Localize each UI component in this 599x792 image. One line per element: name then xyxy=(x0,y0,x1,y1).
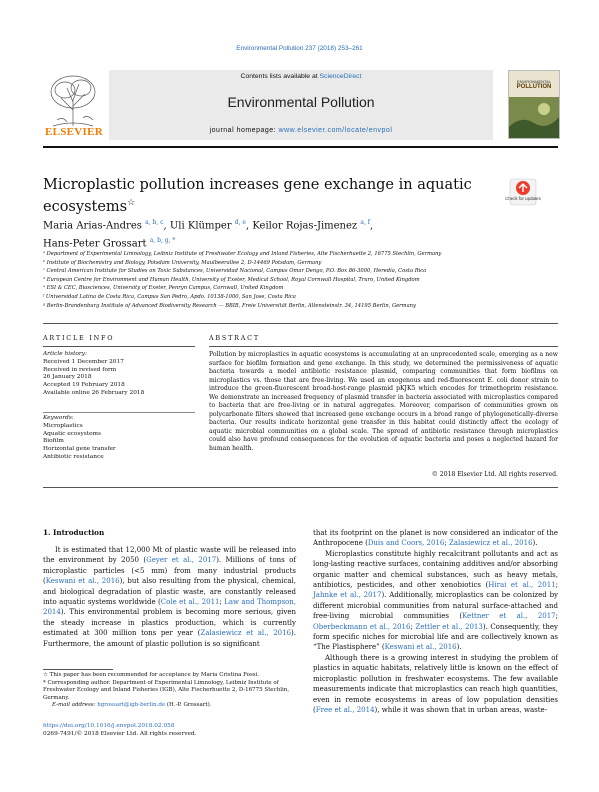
author-affil-refs[interactable]: a, b, g, * xyxy=(149,237,176,245)
intro-paragraph: It is estimated that 12,000 Mt of plastic waste will be released into the environment by 2050 (Geyer et al., 2017). Millions of tons of microplastic particles (<5 mm) from many industrial products (Keswani et al., 2016), but also resulting from the physical, chemical, and biological degradation of plastic waste, are constantly released into aquatic systems worldwide (Cole et al., 2011; Law and Thompson, 2014). This environmental problem is becoming more serious, given the steady increase in plastics production, which is currently estimated at 300 million tons per year (Zalasiewicz et al., 2016). Furthermore, the amount of plastic pollution is so significant xyxy=(43,546,297,648)
citation-link[interactable]: Kettner et al., 2017 xyxy=(462,612,556,621)
journal-title: Environmental Pollution xyxy=(227,94,375,110)
article-info-heading: ARTICLE INFO xyxy=(43,334,115,342)
keywords-label: Keywords: xyxy=(43,415,74,421)
article-history xyxy=(43,351,195,398)
homepage-link[interactable]: www.elsevier.com/locate/envpol xyxy=(278,127,393,134)
issn-line: 0269-7491/© 2018 Elsevier Ltd. All rights reserved. xyxy=(43,731,197,737)
citation-link[interactable]: Jahnke et al., 2017 xyxy=(313,591,382,600)
journal-homepage: journal homepage: www.elsevier.com/locate/envpol xyxy=(209,127,393,134)
footnotes xyxy=(43,672,296,710)
abstract-copyright: © 2018 Elsevier Ltd. All rights reserved. xyxy=(431,471,558,478)
author-affil-refs[interactable]: a, f xyxy=(360,219,370,226)
author-affil-refs[interactable]: d, e xyxy=(234,219,246,226)
journal-citation[interactable]: Environmental Pollution 237 (2018) 253–261 xyxy=(236,45,363,52)
citation-link[interactable]: Law and Thompson, 2014 xyxy=(43,598,296,617)
intro-paragraph: Microplastics constitute highly recalcitrant pollutants and act as long-lasting reactive surfaces, containing additives and/or absorbing organic matter and chemical substances, such as heavy metals, antibiotics, pesticides, and other xenobiotics (Hirai et al., 2011; Jahnke et al., 2017). Additionally, microplastics can be colonized by different microbial communities from natural surface-attached and free-living microbial communities (Kettner et al., 2017; Oberbeckmann et al., 2016; Zettler et al., 2013). Consequently, they form specific niches for microbial life and are collectively known as “The Plastisphere” (Keswani et al., 2016). xyxy=(313,549,558,652)
abstract-rule xyxy=(209,346,558,347)
intro-paragraph: Although there is a growing interest in studying the problem of plastics in aquatic habitats, relatively little is known on the effect of microplastic pollution in freshwater ecosystems. The few available measurements indicate that microplastics can reach high quantities, even in remote ecosystems in areas of low population densities (Free et al., 2014), while it was shown that in urban areas, waste- xyxy=(313,653,558,714)
article-info-rule xyxy=(43,346,195,347)
abstract-end-rule xyxy=(43,487,558,488)
author-name[interactable]: Maria Arias-Andres xyxy=(43,220,142,232)
email-link[interactable]: hgrossart@igb-berlin.de xyxy=(97,702,166,709)
crossmark-icon[interactable] xyxy=(509,178,537,206)
history-label: Article history: xyxy=(43,351,87,357)
citation-link[interactable]: Cole et al., 2011 xyxy=(160,598,220,607)
abstract-heading: ABSTRACT xyxy=(209,334,260,342)
citation-link[interactable]: Keswani et al., 2016 xyxy=(45,577,120,586)
affiliations xyxy=(43,250,558,310)
keywords-rule xyxy=(43,412,195,413)
affiliation: ᵉ ESI & CEC, Biosciences, University of Exeter, Penryn Campus, Cornwall, United Kingdom xyxy=(43,285,284,292)
doi-block xyxy=(43,722,296,738)
citation-link[interactable]: Duis and Coors, 2016 xyxy=(367,539,445,548)
author-name[interactable]: Hans-Peter Grossart xyxy=(43,238,147,250)
author-name[interactable]: Keilor Rojas-Jimenez xyxy=(252,220,358,232)
affiliation: ᵈ European Centre for Environment and Human Health, University of Exeter, Medical School, Royal Cornwall Hospital, Truro, United Kingdom xyxy=(43,276,420,283)
citation-link[interactable]: Free et al., 2014 xyxy=(315,705,375,714)
title-footnote-mark[interactable]: ☆ xyxy=(127,198,136,208)
citation-link[interactable]: Hirai et al., 2011 xyxy=(488,581,556,590)
crossmark-label: Check for updates xyxy=(505,196,541,201)
citation-link[interactable]: Geyer et al., 2017 xyxy=(146,556,217,565)
header-rule xyxy=(43,146,558,148)
contents-line: Contents lists available at ScienceDirect xyxy=(240,73,362,80)
intro-paragraph: that its footprint on the planet is now considered an indicator of the Anthropocene (Duis and Coors, 2016; Zalasiewicz et al., 2016). xyxy=(313,529,558,548)
footnote: * Corresponding author. Department of Experimental Limnology, Leibniz Institute of Freshwater Ecology and Inland Fisheries (IGB), Alte Fischerhuette 2, D-16775 Stechlin, Germany. xyxy=(43,679,290,701)
keyword: Microplastics xyxy=(43,422,83,429)
history-item: Accepted 19 February 2018 xyxy=(43,382,125,389)
email-suffix: (H.-P. Grossart). xyxy=(166,702,212,709)
author-affil-refs[interactable]: a, b, c xyxy=(145,219,164,226)
citation-link[interactable]: Keswani et al., 2016 xyxy=(384,643,457,652)
email-label: E-mail address: xyxy=(52,702,96,709)
footnote-rule xyxy=(43,669,113,670)
affiliation: ᶠ Universidad Latina de Costa Rica, Campus San Pedro, Apdo. 10138-1000, San Jose, Costa Rica xyxy=(43,293,296,300)
cover-line-2: POLLUTION xyxy=(516,84,552,90)
history-item: Received in revised form xyxy=(43,366,117,373)
email-line xyxy=(43,702,296,710)
keyword: Aquatic ecosystems xyxy=(43,430,101,437)
journal-cover-thumbnail[interactable] xyxy=(508,70,560,139)
citation-link[interactable]: Zalasiewicz et al., 2016 xyxy=(200,629,292,638)
history-item: Received 1 December 2017 xyxy=(43,358,124,365)
history-item: Available online 26 February 2018 xyxy=(43,389,145,396)
affiliation: ᶜ Central American Institute for Studies on Toxic Substances, Universidad Nacional, Campus Omar Dengo, P.O. Box 86-3000, Heredia, Costa Rica xyxy=(43,268,427,275)
keyword: Horizontal gene transfer xyxy=(43,446,116,453)
cover-image xyxy=(509,97,559,138)
sciencedirect-link[interactable]: ScienceDirect xyxy=(319,73,362,80)
citation-link[interactable]: Zettler et al., 2013 xyxy=(415,622,483,631)
history-item: 26 January 2018 xyxy=(43,374,92,381)
intro-left-column xyxy=(43,545,296,649)
cover-line-1: ENVIRONMENTAL xyxy=(516,79,552,84)
intro-right-column xyxy=(313,528,558,715)
section-rule xyxy=(43,323,558,324)
author-list: Maria Arias-Andres $^{a, b, c}$, Uli Klümper $^{d, e}$, Keilor Rojas-Jimenez $^{a, f}$, Hans-Peter Grossart $^{a, b, g, *}$ xyxy=(43,219,374,250)
doi-link[interactable]: https://doi.org/10.1016/j.envpol.2018.02.058 xyxy=(43,723,175,729)
abstract-text: Pollution by microplastics in aquatic ecosystems is accumulating at an unprecedented scale, emerging as a new surface for biofilm formation and gene exchange. In this study, we determined the permissiveness of aquatic bacteria towards a model antibiotic resistance plasmid, comparing communities that form biofilms on microplastics vs. those that are free-living. We used an exogenous and red-fluorescent E. coli donor strain to introduce the green-fluorescent broad-host-range plasmid pKJK5 which encodes for trimethoprim resistance. We demonstrate an increased frequency of plasmid transfer in bacteria associated with microplastics compared to bacteria that are free-living or in natural aggregates. Moreover, comparison of communities grown on polycarbonate filters showed that increased gene exchange occurs in a broad range of phylogenetically-diverse bacteria. Our results indicate horizontal gene transfer in this habitat could distinctly affect the ecology of aquatic microbial communities on a global scale. The spread of antibiotic resistance through microplastics could also have profound consequences for the evolution of aquatic bacteria and poses a neglected hazard for human health. xyxy=(209,351,558,452)
footnote: ☆ This paper has been recommended for acceptance by Maria Cristina Fossi. xyxy=(43,672,260,678)
citation-link[interactable]: Zalasiewicz et al., 2016 xyxy=(448,539,533,548)
keyword: Antibiotic resistance xyxy=(43,453,104,460)
article-title: Microplastic pollution increases gene exchange in aquatic ecosystems☆ xyxy=(43,177,472,215)
intro-heading: 1. Introduction xyxy=(43,528,105,537)
affiliation: ᵇ Institute of Biochemistry and Biology, Potsdam University, Maulbeerallee 2, D-14469 Potsdam, Germany xyxy=(43,259,322,266)
affiliation: ᵍ Berlin-Brandenburg Institute of Advanced Biodiversity Research — BBIB, Freie Universität Berlin, Altensteinstr. 34, 14195 Berlin, Germany xyxy=(43,302,416,309)
affiliation: ᵃ Department of Experimental Limnology, Leibniz Institute of Freshwater Ecology and Inland Fisheries, Alte Fischerhuette 2, 16775 Stechlin, Germany xyxy=(43,251,442,257)
publisher-name: ELSEVIER xyxy=(44,126,104,138)
keywords xyxy=(43,415,195,462)
citation-link[interactable]: Oberbeckmann et al., 2016 xyxy=(313,622,411,631)
author-name[interactable]: Uli Klümper xyxy=(169,220,232,232)
keyword: Biofilm xyxy=(43,438,64,445)
